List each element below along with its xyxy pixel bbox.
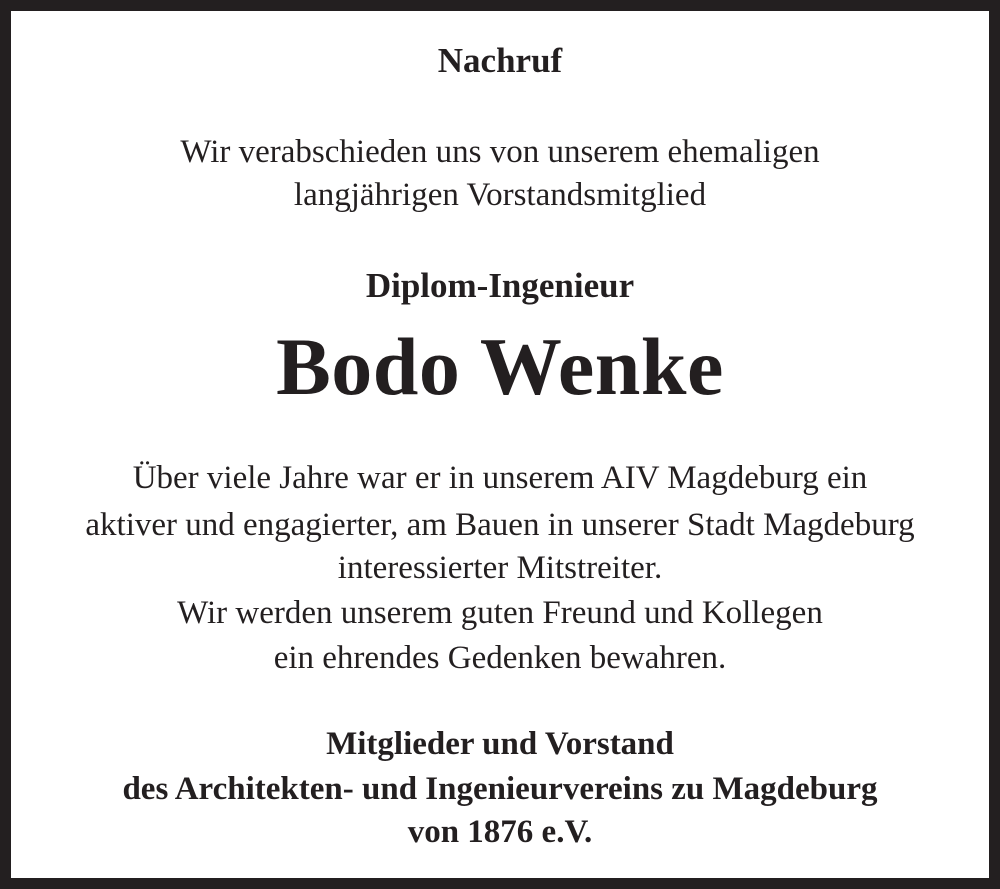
signature-line-2: des Architekten- und Ingenieurvereins zu Magdeburg <box>122 771 878 807</box>
tribute-line-3: interessierter Mitstreiter. <box>337 550 663 586</box>
deceased-name: Bodo Wenke <box>276 321 724 412</box>
tribute-line-2: aktiver und engagierter, am Bauen in unserer Stadt Magdeburg <box>85 507 915 543</box>
tribute-line-4: Wir werden unserem guten Freund und Kollegen <box>177 595 823 631</box>
tribute-line-1: Über viele Jahre war er in unserem AIV Magdeburg ein <box>132 460 868 496</box>
signature-line-1: Mitglieder und Vorstand <box>326 726 674 762</box>
signature-line-3: von 1876 e.V. <box>407 814 593 850</box>
intro-line-1: Wir verabschieden uns von unserem ehemaligen <box>180 134 820 170</box>
intro-line-2: langjährigen Vorstandsmitglied <box>293 177 707 213</box>
academic-degree: Diplom-Ingenieur <box>365 266 635 305</box>
notice-title: Nachruf <box>437 41 563 80</box>
tribute-line-5: ein ehrendes Gedenken bewahren. <box>273 640 727 676</box>
